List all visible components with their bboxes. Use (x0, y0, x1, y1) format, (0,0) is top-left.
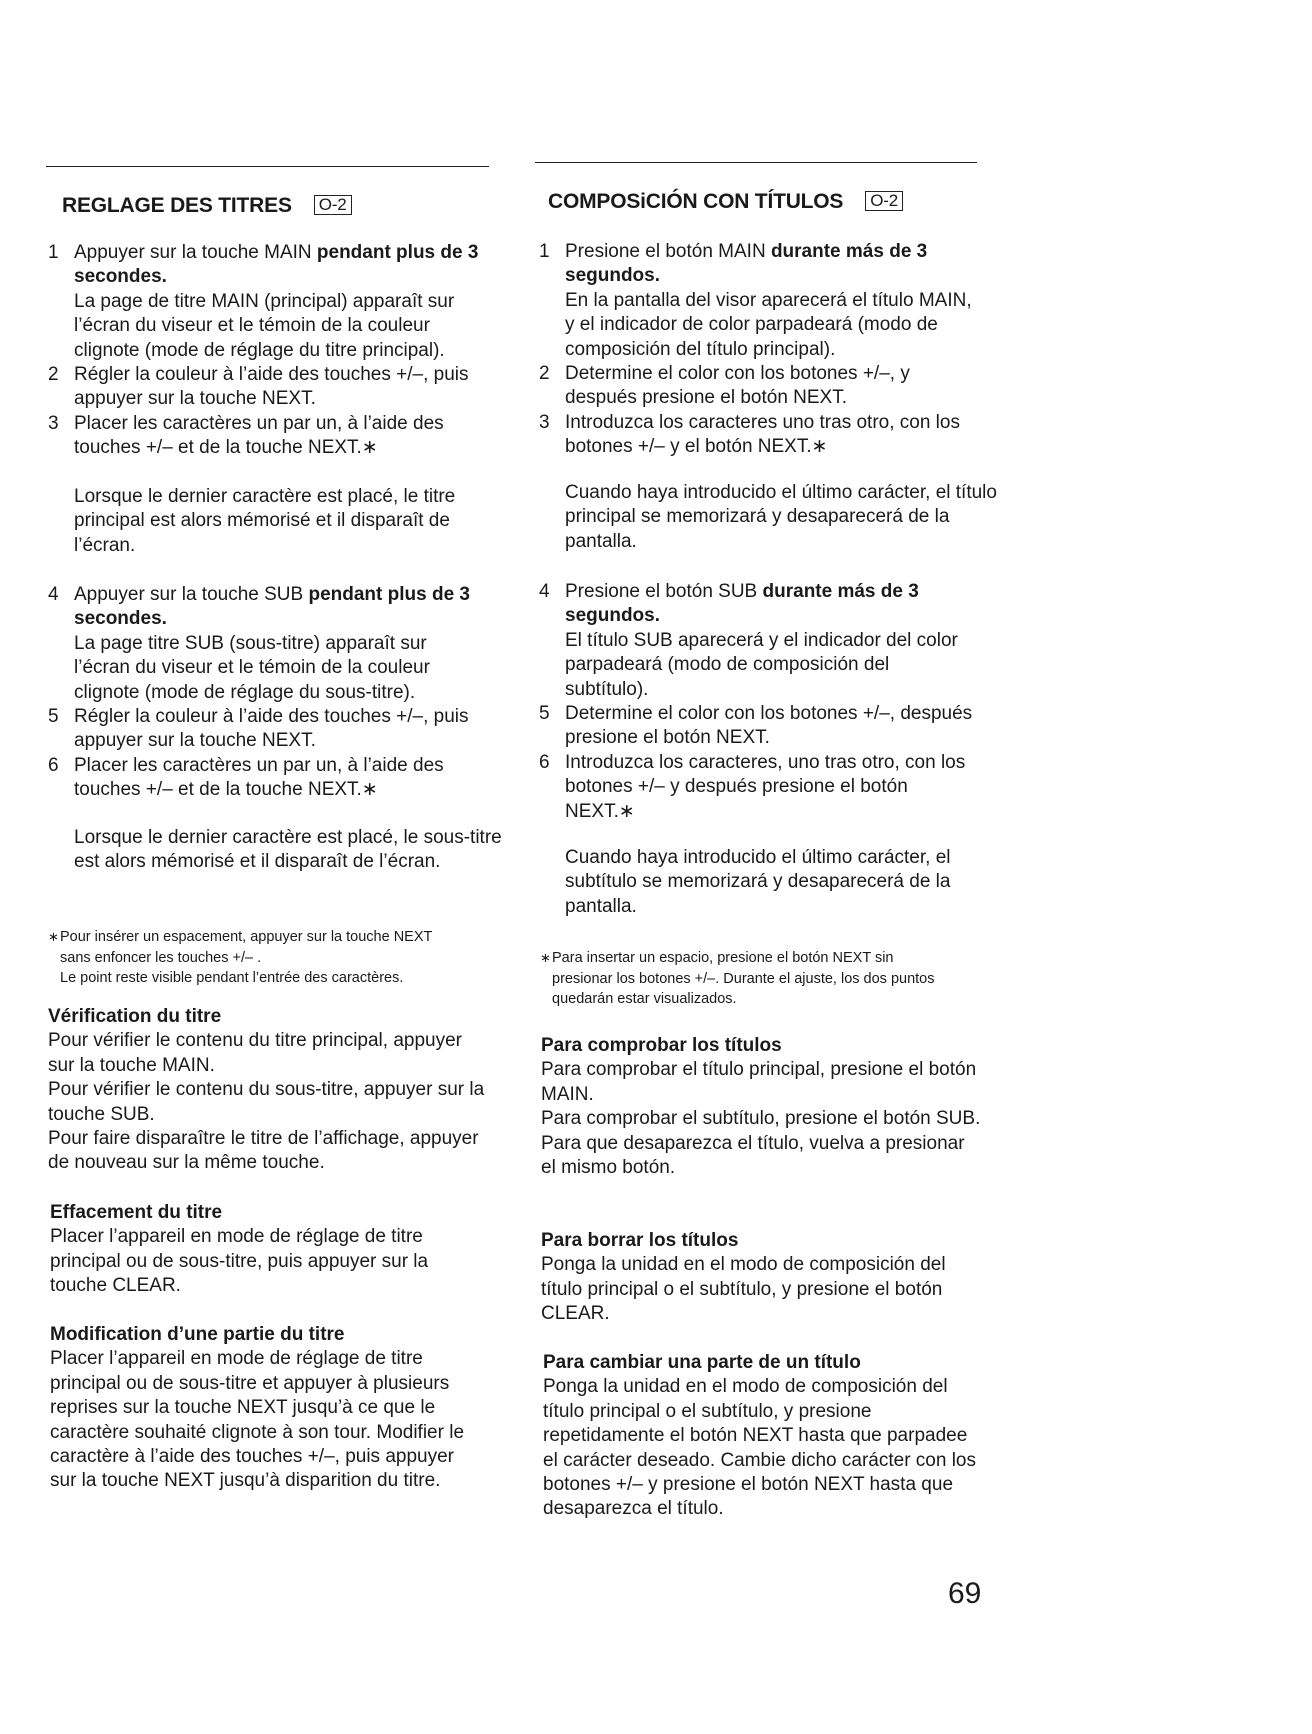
paragraph: Para comprobar el título principal, presione el botón MAIN. (541, 1059, 977, 1105)
french-steps-4-6 (48, 583, 486, 803)
subsection-heading: Vérification du titre (48, 1006, 222, 1027)
step-number: 4 (48, 584, 59, 605)
step-number: 5 (48, 706, 59, 728)
step-instruction (74, 241, 486, 290)
step-lead: Appuyer sur la touche SUB (74, 584, 309, 605)
step-4-es (539, 580, 977, 702)
step-2-fr (48, 363, 486, 412)
step-3-es (539, 411, 977, 460)
french-steps-1-3 (48, 241, 486, 461)
step-duration: durante más de 3 segundos. (565, 241, 928, 287)
step-number: 3 (48, 412, 59, 434)
paragraph: Ponga la unidad en el modo de composición del título principal o el subtítulo, y presione el botón CLEAR. (541, 1254, 946, 1325)
subsection-heading: Para comprobar los títulos (541, 1035, 782, 1056)
paragraph: Pour vérifier le contenu du sous-titre, appuyer sur la touche SUB. (48, 1079, 485, 1125)
step-5-fr (48, 705, 486, 754)
paragraph: Placer l’appareil en mode de réglage de titre principal ou de sous-titre, puis appuyer sur la touche CLEAR. (50, 1226, 429, 1297)
footnote-text: Le point reste visible pendant l’entrée des caractères. (60, 970, 404, 986)
footnote-fr (48, 927, 448, 989)
step-number: 4 (539, 581, 550, 602)
step-1-fr (48, 241, 486, 363)
step-number: 2 (539, 363, 550, 385)
step-lead: Presione el botón MAIN (565, 241, 771, 262)
footnote-text: Pour insérer un espacement, appuyer sur la touche NEXT sans enfoncer les touches +/– . (60, 929, 433, 966)
check-section-es (541, 1034, 981, 1180)
step-instruction: Placer les caractères un par un, à l’aide des touches +/– et de la touche NEXT.∗ (74, 754, 444, 801)
step-instruction: Placer les caractères un par un, à l’aide des touches +/– et de la touche NEXT.∗ (74, 412, 444, 459)
step-instruction: Introduzca los caracteres, uno tras otro, con los botones +/– y después presione el botón NEXT.∗ (565, 751, 966, 822)
step-instruction: Régler la couleur à l’aide des touches +/–, puis appuyer sur la touche NEXT. (74, 706, 469, 752)
paragraph: Para comprobar el subtítulo, presione el botón SUB. (541, 1108, 981, 1130)
clear-section-es (541, 1229, 981, 1327)
step-6-es (539, 751, 977, 824)
subsection-heading: Modification d’une partie du titre (50, 1324, 345, 1345)
step-instruction: Régler la couleur à l’aide des touches +/–, puis appuyer sur la touche NEXT. (74, 364, 469, 410)
modify-section-fr (50, 1323, 480, 1494)
step-lead: Appuyer sur la touche MAIN (74, 242, 317, 263)
footnote-marker: ∗ (48, 929, 59, 944)
spanish-steps-4-6 (539, 580, 977, 824)
completion-note-main-fr: Lorsque le dernier caractère est placé, le titre principal est alors mémorisé et il disparaît de l’écran. (74, 486, 456, 556)
divider-rule-right (535, 162, 977, 163)
paragraph: Ponga la unidad en el modo de composición del título principal o el subtítulo, y presione repetidamente el botón NEXT hasta que parpadee el carácter deseado. Cambie dicho carácter con los botones +/– y presione el botón NEXT hasta que desaparezca el título. (543, 1376, 977, 1520)
page-number: 69 (948, 1577, 982, 1610)
step-instruction: Determine el color con los botones +/–, después presione el botón NEXT. (565, 703, 973, 749)
section-heading-es (548, 189, 903, 215)
step-result: La page de titre MAIN (principal) apparaît sur l’écran du viseur et le témoin de la couleur clignote (mode de réglage du titre principal). (74, 290, 455, 361)
page-ref-badge-es: O-2 (865, 191, 903, 211)
step-5-es (539, 702, 977, 751)
footnote-text: Para insertar un espacio, presione el botón NEXT sin presionar los botones +/–. Durante el ajuste, los dos puntos quedarán estar visualizados. (552, 950, 935, 1007)
subsection-heading: Para cambiar una parte de un título (543, 1352, 861, 1373)
completion-note-sub-es: Cuando haya introducido el último carácter, el subtítulo se memorizará y desaparecerá de la pantalla. (565, 847, 951, 917)
heading-text-es: COMPOSiCIÓN CON TÍTULOS (548, 190, 844, 213)
step-instruction: Introduzca los caracteres uno tras otro, con los botones +/– y el botón NEXT.∗ (565, 411, 960, 458)
paragraph: Placer l’appareil en mode de réglage de titre principal ou de sous-titre et appuyer à plusieurs reprises sur la touche NEXT jusqu’à ce que le caractère souhaité clignote à son tour. Modifier le caractère à l’aide des touches +/–, puis appuyer sur la touche NEXT jusqu’à disparition du titre. (50, 1348, 465, 1492)
change-section-es (543, 1351, 983, 1522)
heading-text-fr: REGLAGE DES TITRES (62, 194, 292, 217)
step-result: La page titre SUB (sous-titre) apparaît sur l’écran du viseur et le témoin de la couleur clignote (mode de réglage du sous-titre). (74, 632, 430, 703)
step-number: 1 (48, 242, 59, 263)
paragraph: Pour vérifier le contenu du titre principal, appuyer sur la touche MAIN. (48, 1030, 463, 1076)
step-number: 1 (539, 241, 550, 262)
paragraph: Pour faire disparaître le titre de l’affichage, appuyer de nouveau sur la même touche. (48, 1128, 479, 1174)
subsection-heading: Para borrar los títulos (541, 1230, 739, 1251)
footnote-es (540, 948, 945, 1010)
step-instruction (565, 580, 977, 629)
step-instruction: Determine el color con los botones +/–, y después presione el botón NEXT. (565, 363, 910, 409)
step-lead: Presione el botón SUB (565, 581, 763, 602)
completion-note-sub-fr: Lorsque le dernier caractère est placé, le sous-titre est alors mémorisé et il disparaît de l’écran. (74, 827, 502, 873)
verify-section-fr (48, 1005, 488, 1176)
footnote-marker: ∗ (540, 950, 551, 965)
divider-rule-left (46, 166, 489, 167)
spanish-steps-1-3 (539, 240, 977, 460)
page-ref-badge-fr: O-2 (314, 195, 352, 215)
step-duration: pendant plus de 3 secondes. (74, 584, 470, 630)
paragraph: Para que desaparezca el título, vuelva a presionar el mismo botón. (541, 1132, 965, 1179)
step-result: En la pantalla del visor aparecerá el título MAIN, y el indicador de color parpadeará (modo de composición del título principal). (565, 289, 972, 360)
step-3-fr (48, 412, 486, 461)
step-4-fr (48, 583, 486, 705)
step-result: El título SUB aparecerá y el indicador del color parpadeará (modo de composición del subtítulo). (565, 629, 958, 700)
step-instruction (565, 240, 977, 289)
subsection-heading: Effacement du titre (50, 1202, 223, 1223)
section-heading-fr (62, 193, 352, 219)
step-6-fr (48, 754, 486, 803)
step-number: 3 (539, 411, 550, 433)
step-duration: pendant plus de 3 secondes. (74, 242, 479, 288)
step-1-es (539, 240, 977, 362)
completion-note-main-es: Cuando haya introducido el último carácter, el título principal se memorizará y desaparecerá de la pantalla. (565, 482, 997, 552)
clear-section-fr (50, 1201, 470, 1299)
step-number: 6 (48, 754, 59, 776)
step-number: 5 (539, 703, 550, 725)
step-number: 6 (539, 751, 550, 773)
step-duration: durante más de 3 segundos. (565, 581, 919, 627)
step-2-es (539, 362, 977, 411)
step-instruction (74, 583, 486, 632)
step-number: 2 (48, 364, 59, 386)
